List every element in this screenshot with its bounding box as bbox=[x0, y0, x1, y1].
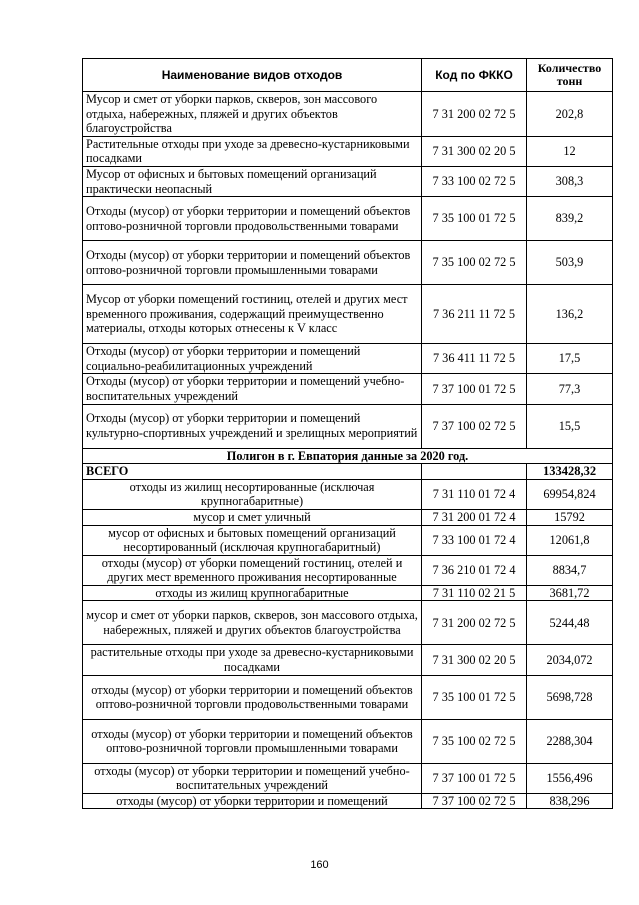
waste-name-cell: отходы (мусор) от уборки территории и помещений объектов оптово-розничной торговли промышленными товарами bbox=[83, 719, 422, 763]
total-row bbox=[83, 464, 613, 480]
quantity-cell: 12061,8 bbox=[527, 525, 613, 555]
quantity-cell: 3681,72 bbox=[527, 585, 613, 601]
waste-name-cell: Отходы (мусор) от уборки территории и помещений учебно-воспитательных учреждений bbox=[83, 374, 422, 404]
waste-name-cell: растительные отходы при уходе за древесно-кустарниковыми посадками bbox=[83, 645, 422, 675]
quantity-cell: 15792 bbox=[527, 509, 613, 525]
waste-name-cell: отходы из жилищ крупногабаритные bbox=[83, 585, 422, 601]
fkko-code-cell: 7 33 100 01 72 4 bbox=[422, 525, 527, 555]
quantity-cell: 15,5 bbox=[527, 404, 613, 448]
quantity-cell: 202,8 bbox=[527, 92, 613, 137]
fkko-code-cell: 7 37 100 02 72 5 bbox=[422, 793, 527, 809]
section-title-row bbox=[83, 448, 613, 464]
table-row bbox=[83, 92, 613, 137]
table-row bbox=[83, 525, 613, 555]
table-row bbox=[83, 719, 613, 763]
waste-name-cell: Мусор от офисных и бытовых помещений организаций практически неопасный bbox=[83, 166, 422, 196]
quantity-cell: 308,3 bbox=[527, 166, 613, 196]
quantity-cell: 12 bbox=[527, 136, 613, 166]
quantity-cell: 838,296 bbox=[527, 793, 613, 809]
fkko-code-cell: 7 35 100 01 72 5 bbox=[422, 675, 527, 719]
waste-name-cell: отходы (мусор) от уборки помещений гостиниц, отелей и других мест временного проживания несортированные bbox=[83, 555, 422, 585]
waste-name-cell: мусор и смет от уборки парков, скверов, зон массового отдыха, набережных, пляжей и других объектов благоустройства bbox=[83, 601, 422, 645]
table-row bbox=[83, 509, 613, 525]
table-row bbox=[83, 601, 613, 645]
waste-table bbox=[82, 58, 613, 809]
waste-name-cell: Мусор и смет от уборки парков, скверов, зон массового отдыха, набережных, пляжей и других объектов благоустройства bbox=[83, 92, 422, 137]
quantity-cell: 503,9 bbox=[527, 241, 613, 285]
lower-rows bbox=[83, 479, 613, 809]
total-label: ВСЕГО bbox=[83, 464, 422, 480]
waste-name-cell: отходы (мусор) от уборки территории и помещений объектов оптово-розничной торговли продовольственными товарами bbox=[83, 675, 422, 719]
fkko-code-cell: 7 36 210 01 72 4 bbox=[422, 555, 527, 585]
table-row bbox=[83, 197, 613, 241]
header-qty: Количество тонн bbox=[527, 59, 613, 92]
header-row bbox=[83, 59, 613, 92]
table-row bbox=[83, 285, 613, 344]
quantity-cell: 2034,072 bbox=[527, 645, 613, 675]
fkko-code-cell: 7 37 100 01 72 5 bbox=[422, 763, 527, 793]
table-row bbox=[83, 675, 613, 719]
fkko-code-cell: 7 31 200 01 72 4 bbox=[422, 509, 527, 525]
quantity-cell: 8834,7 bbox=[527, 555, 613, 585]
page-number: 160 bbox=[310, 859, 329, 871]
quantity-cell: 136,2 bbox=[527, 285, 613, 344]
quantity-cell: 5698,728 bbox=[527, 675, 613, 719]
fkko-code-cell: 7 36 211 11 72 5 bbox=[422, 285, 527, 344]
waste-name-cell: Отходы (мусор) от уборки территории и помещений объектов оптово-розничной торговли продовольственными товарами bbox=[83, 197, 422, 241]
table-row bbox=[83, 136, 613, 166]
quantity-cell: 17,5 bbox=[527, 344, 613, 374]
table-row bbox=[83, 645, 613, 675]
total-code bbox=[422, 464, 527, 480]
table-row bbox=[83, 241, 613, 285]
total-qty: 133428,32 bbox=[527, 464, 613, 480]
upper-rows bbox=[83, 92, 613, 449]
table-row bbox=[83, 763, 613, 793]
waste-name-cell: Отходы (мусор) от уборки территории и помещений объектов оптово-розничной торговли промышленными товарами bbox=[83, 241, 422, 285]
waste-name-cell: мусор и смет уличный bbox=[83, 509, 422, 525]
quantity-cell: 839,2 bbox=[527, 197, 613, 241]
header-code: Код по ФККО bbox=[422, 59, 527, 92]
fkko-code-cell: 7 35 100 01 72 5 bbox=[422, 197, 527, 241]
fkko-code-cell: 7 35 100 02 72 5 bbox=[422, 241, 527, 285]
fkko-code-cell: 7 37 100 01 72 5 bbox=[422, 374, 527, 404]
waste-name-cell: Отходы (мусор) от уборки территории и помещений культурно-спортивных учреждений и зрелищных мероприятий bbox=[83, 404, 422, 448]
table-row bbox=[83, 793, 613, 809]
fkko-code-cell: 7 31 110 01 72 4 bbox=[422, 479, 527, 509]
fkko-code-cell: 7 33 100 02 72 5 bbox=[422, 166, 527, 196]
section-title: Полигон в г. Евпатория данные за 2020 год. bbox=[83, 448, 613, 464]
quantity-cell: 1556,496 bbox=[527, 763, 613, 793]
quantity-cell: 77,3 bbox=[527, 374, 613, 404]
quantity-cell: 5244,48 bbox=[527, 601, 613, 645]
fkko-code-cell: 7 31 200 02 72 5 bbox=[422, 92, 527, 137]
quantity-cell: 69954,824 bbox=[527, 479, 613, 509]
table-row bbox=[83, 166, 613, 196]
fkko-code-cell: 7 31 110 02 21 5 bbox=[422, 585, 527, 601]
table-row bbox=[83, 404, 613, 448]
waste-name-cell: Мусор от уборки помещений гостиниц, отелей и других мест временного проживания, содержащий преимущественно материалы, отходы которых отнесены к V класс bbox=[83, 285, 422, 344]
fkko-code-cell: 7 31 300 02 20 5 bbox=[422, 136, 527, 166]
quantity-cell: 2288,304 bbox=[527, 719, 613, 763]
table-row bbox=[83, 555, 613, 585]
fkko-code-cell: 7 31 300 02 20 5 bbox=[422, 645, 527, 675]
waste-name-cell: мусор от офисных и бытовых помещений организаций несортированный (исключая крупногабаритный) bbox=[83, 525, 422, 555]
fkko-code-cell: 7 37 100 02 72 5 bbox=[422, 404, 527, 448]
fkko-code-cell: 7 35 100 02 72 5 bbox=[422, 719, 527, 763]
table-row bbox=[83, 374, 613, 404]
waste-name-cell: отходы (мусор) от уборки территории и помещений учебно-воспитательных учреждений bbox=[83, 763, 422, 793]
table-row bbox=[83, 479, 613, 509]
header-name: Наименование видов отходов bbox=[83, 59, 422, 92]
table-row bbox=[83, 344, 613, 374]
waste-name-cell: отходы (мусор) от уборки территории и помещений bbox=[83, 793, 422, 809]
waste-name-cell: Растительные отходы при уходе за древесно-кустарниковыми посадками bbox=[83, 136, 422, 166]
fkko-code-cell: 7 36 411 11 72 5 bbox=[422, 344, 527, 374]
waste-name-cell: Отходы (мусор) от уборки территории и помещений социально-реабилитационных учреждений bbox=[83, 344, 422, 374]
table-row bbox=[83, 585, 613, 601]
fkko-code-cell: 7 31 200 02 72 5 bbox=[422, 601, 527, 645]
waste-name-cell: отходы из жилищ несортированные (исключая крупногабаритные) bbox=[83, 479, 422, 509]
